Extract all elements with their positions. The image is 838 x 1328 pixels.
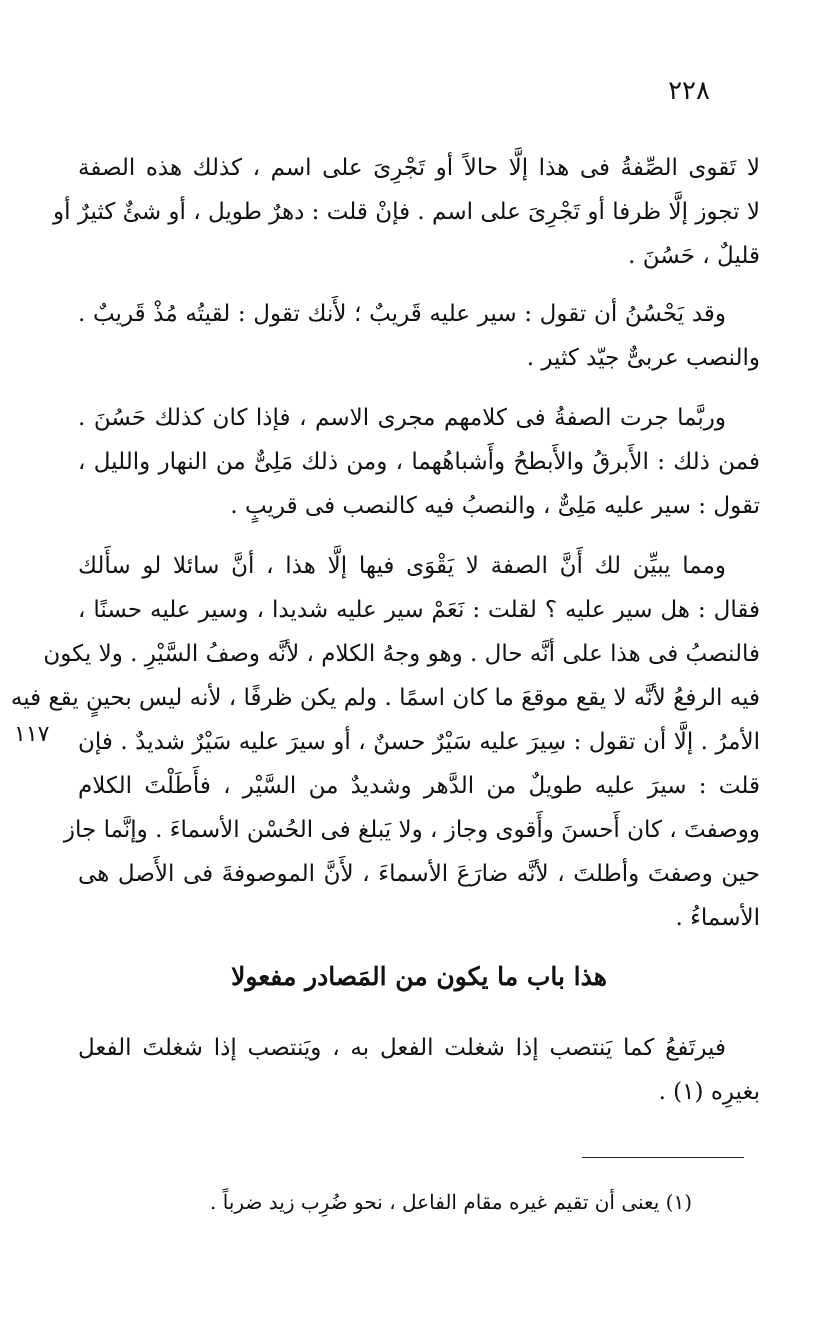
margin-page-number: ١١٧	[14, 722, 50, 747]
paragraph-line: لا تجوز إلَّا ظرفا أو تَجْرِىَ على اسم . فإنْ قلت : دهرٌ طويل ، أو شئٌ كثيرٌ أو	[53, 199, 760, 225]
paragraph-3	[78, 396, 760, 528]
paragraph-line: فقال : هل سير عليه ؟ لقلت : نَعَمْ سير عليه شديدا ، وسير عليه حسنًا ،	[78, 597, 760, 623]
paragraph-line: فيرتَفعُ كما يَنتصب إذا شغلت الفعل به ، ويَنتصب إذا شغلتَ الفعل	[78, 1035, 726, 1061]
paragraph-5	[78, 1026, 760, 1114]
paragraph-line: وقد يَحْسُنُ أن تقول : سير عليه قَريبٌ ؛ لأَنك تقول : لقيتُه مُذْ قَريبٌ .	[78, 301, 726, 327]
paragraph-line: ووصفتَ ، كان أَحسنَ وأَقوى وجاز ، ولا يَبلغ فى الحُسْن الأسماءَ . وإنَّما جاز	[63, 817, 760, 843]
footnote-divider	[582, 1157, 744, 1158]
paragraph-line: ومما يبيِّن لك أَنَّ الصفة لا يَقْوَى فيها إلَّا هذا ، أنَّ سائلا لو سأَلك	[78, 553, 726, 579]
paragraph-line: قليلٌ ، حَسُنَ .	[628, 243, 760, 269]
footnote: (١) يعنى أن تقيم غيره مقام الفاعل ، نحو ضُرِب زيد ضرباً .	[210, 1190, 692, 1214]
paragraph-line: والنصب عربىٌّ جيّد كثير .	[526, 345, 760, 371]
page-number: ٢٢٨	[668, 76, 710, 106]
paragraph-line: حين وصفتَ وأطلتَ ، لأنَّه ضارَعَ الأسماءَ ، لأَنَّ الموصوفةَ فى الأَصل هى	[78, 861, 760, 887]
chapter-heading: هذا باب ما يكون من المَصادر مفعولا	[231, 962, 607, 991]
paragraph-line: فالنصبُ فى هذا على أنَّه حال . وهو وجهُ الكلام ، لأنَّه وصفُ السَّيْرِ . ولا يكون	[43, 641, 760, 667]
paragraph-2	[78, 292, 760, 380]
paragraph-line: فمن ذلك : الأَبرقُ والأَبطحُ وأَشباهُهما ، ومن ذلك مَلِىٌّ من النهار والليل ،	[78, 449, 760, 475]
paragraph-line: بغيرِه (١) .	[658, 1079, 760, 1105]
paragraph-line: تقول : سير عليه مَلِىٌّ ، والنصبُ فيه كالنصب فى قريبٍ .	[230, 493, 760, 519]
paragraph-line: الأمرُ . إلَّا أن تقول : سِيرَ عليه سَيْرٌ حسنٌ ، أو سيرَ عليه سَيْرٌ شديدٌ . فإن	[78, 729, 760, 755]
paragraph-line: قلت : سيرَ عليه طويلٌ من الدَّهر وشديدٌ من السَّيْر ، فأَطَلْتَ الكلام	[78, 773, 760, 799]
paragraph-line: لا تَقوى الصِّفةُ فى هذا إلَّا حالاً أو تَجْرِىَ على اسم ، كذلك هذه الصفة	[78, 155, 760, 181]
paragraph-1	[53, 146, 760, 278]
paragraph-line: وربَّما جرت الصفةُ فى كلامهم مجرى الاسم ، فإذا كان كذلك حَسُنَ .	[78, 405, 726, 431]
paragraph-line: فيه الرفعُ لأنَّه لا يقع موقعَ ما كان اسمًا . ولم يكن ظرفًا ، لأنه ليس بحينٍ يقع فيه	[10, 685, 760, 711]
paragraph-line: الأسماءُ .	[675, 905, 760, 931]
